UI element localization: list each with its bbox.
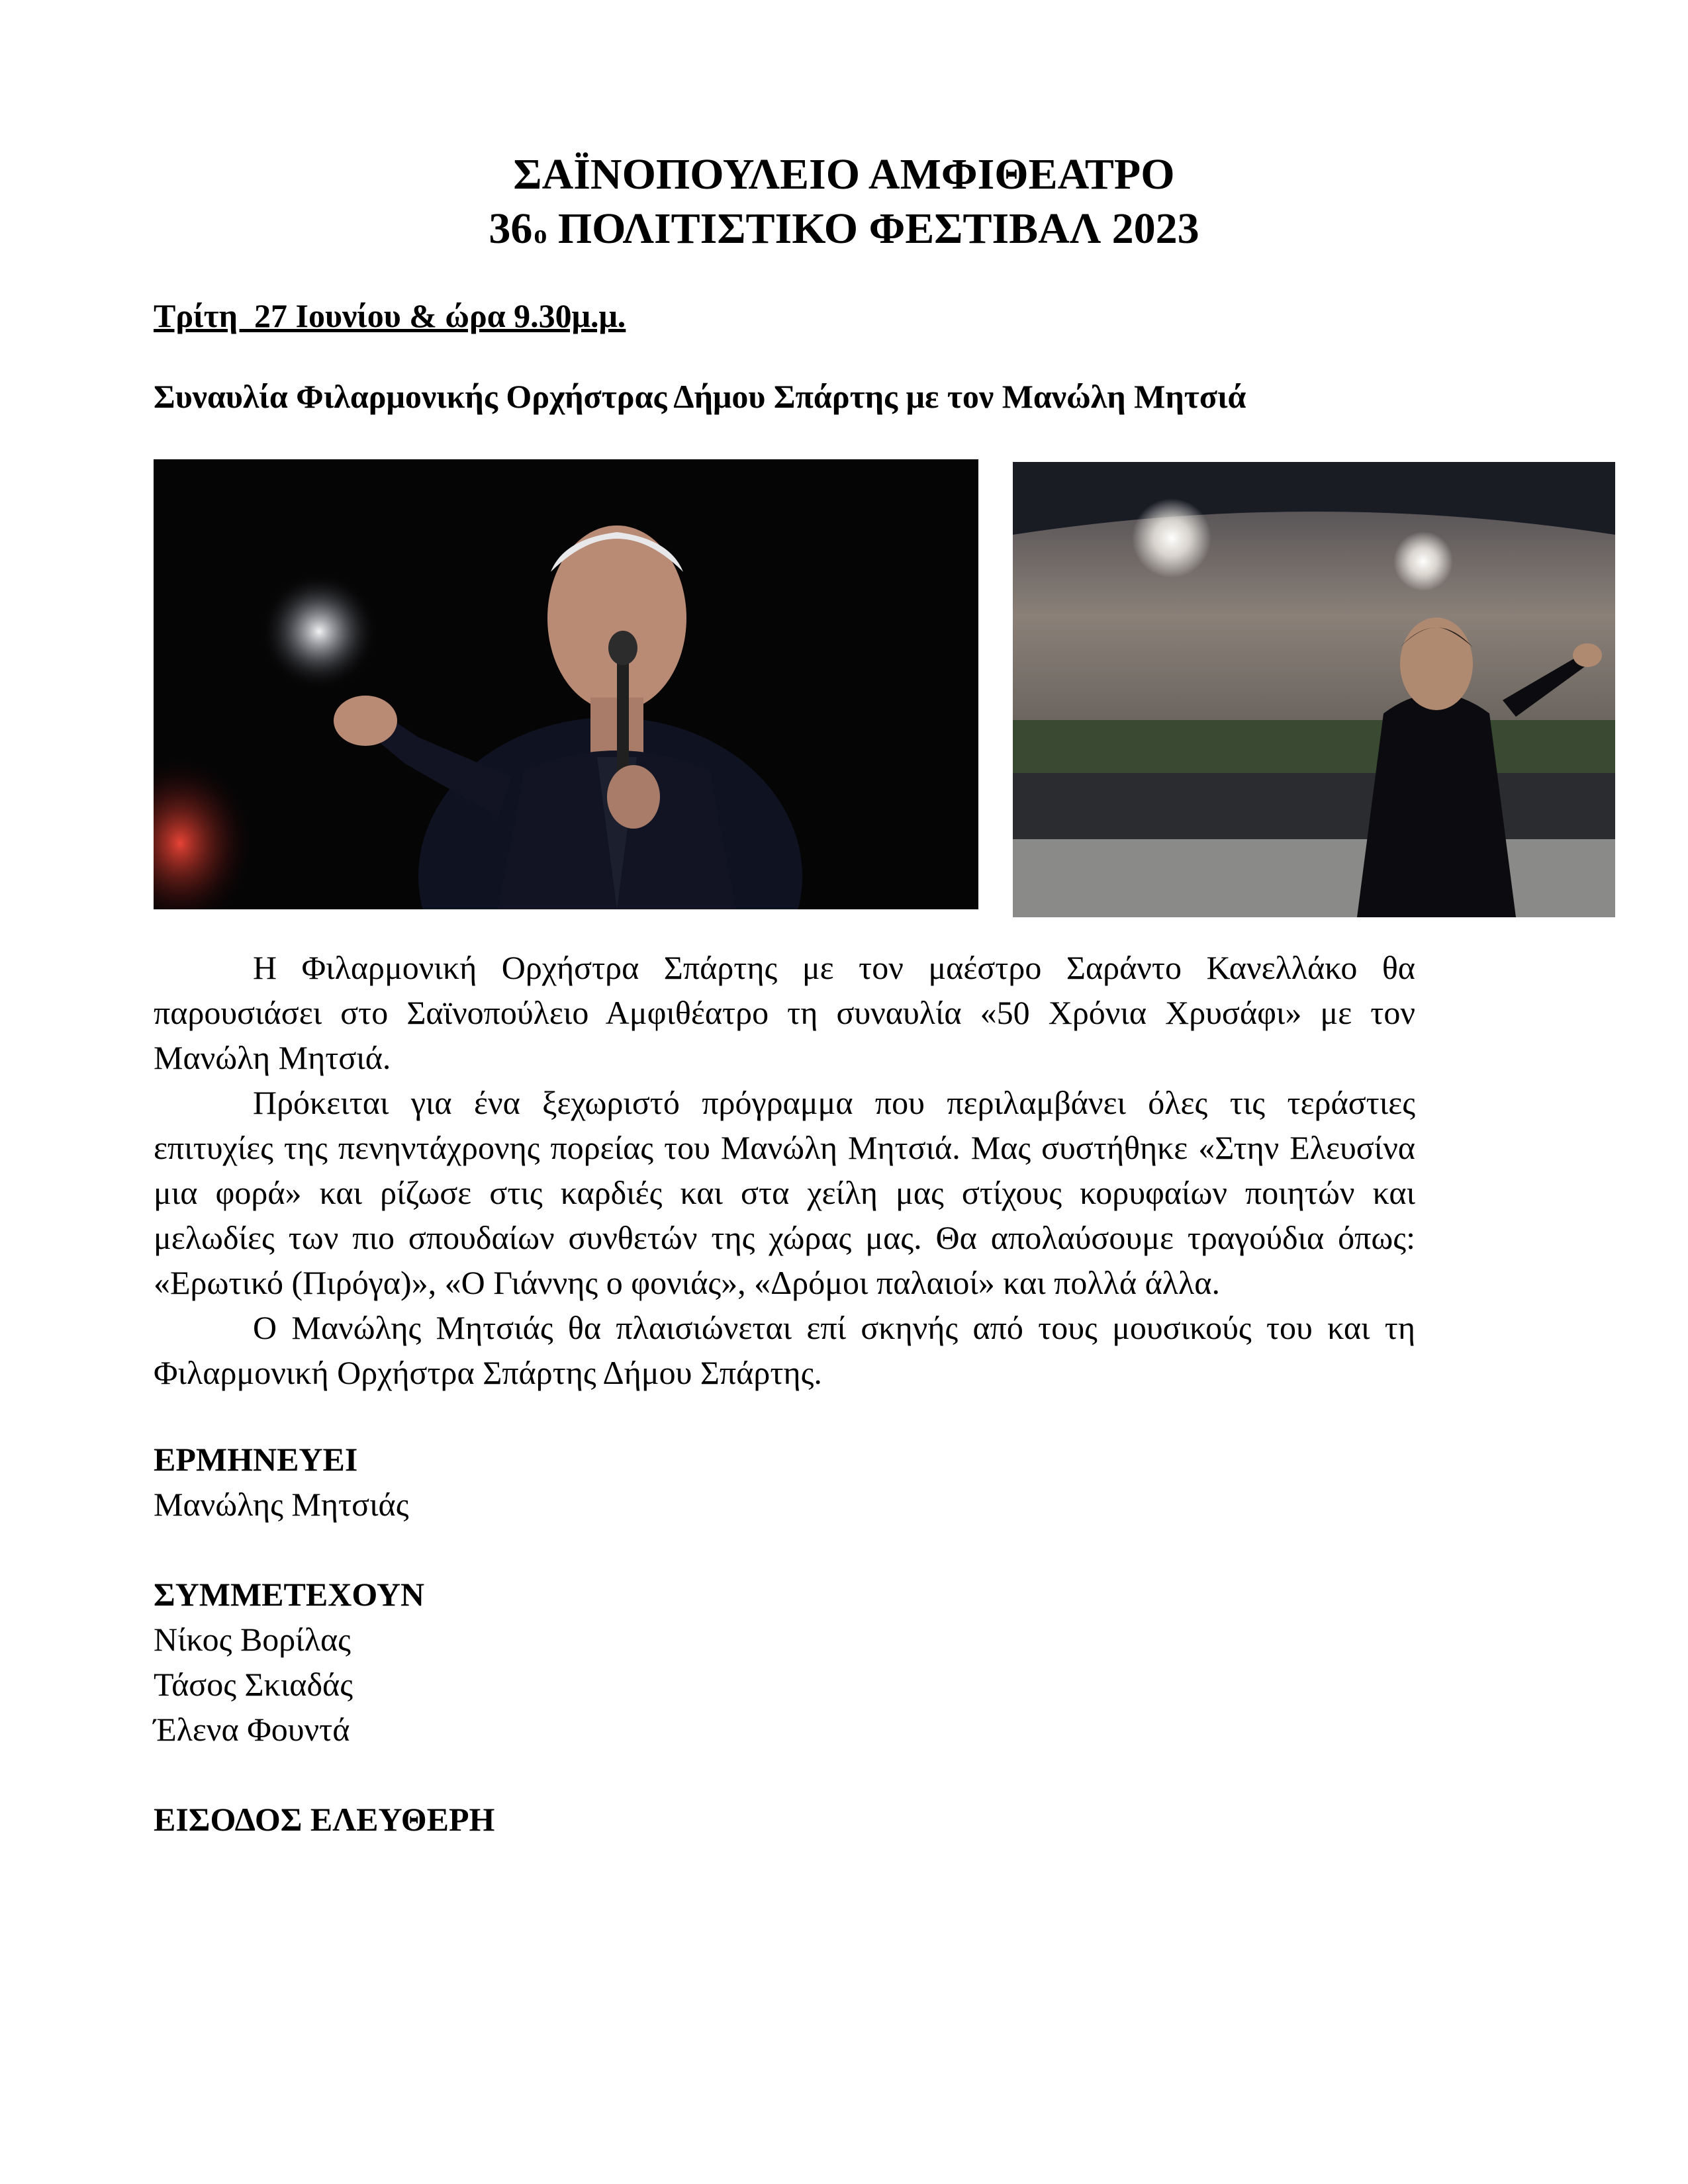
article-body: [154, 945, 1415, 1395]
participants-label: ΣΥΜΜΕΤΕΧΟΥΝ: [154, 1576, 425, 1613]
paragraph-1: Η Φιλαρμονική Ορχήστρα Σπάρτης με τον μαέστρο Σαράντο Κανελλάκο θα παρουσιάσει στο Σαϊνοπούλειο Αμφιθέατρο τη συναυλία «50 Χρόνια Χρυσάφι» με τον Μανώλη Μητσιά.: [154, 949, 1415, 1076]
venue-title: ΣΑΪΝΟΠΟΥΛΕΙΟ ΑΜΦΙΘΕΑΤΡΟ: [513, 150, 1175, 199]
festival-title: [0, 201, 1688, 257]
paragraph-3: Ο Μανώλης Μητσιάς θα πλαισιώνεται επί σκηνής από τους μουσικούς του και τη Φιλαρμονική Ορχήστρα Σπάρτης Δήμου Σπάρτης.: [154, 1309, 1415, 1391]
performer-label: ΕΡΜΗΝΕΥΕΙ: [154, 1441, 358, 1478]
event-subtitle: Συναυλία Φιλαρμονικής Ορχήστρας Δήμου Σπάρτης με τον Μανώλη Μητσιά: [154, 378, 1246, 415]
orchestra-photo: [1013, 462, 1615, 917]
singer-photo: [154, 459, 978, 909]
paragraph-2: Πρόκειται για ένα ξεχωριστό πρόγραμμα που περιλαμβάνει όλες τις τεράστιες επιτυχίες της πενηντάχρονης πορείας του Μανώλη Μητσιά. Μας συστήθηκε «Στην Ελευσίνα μια φορά» και ρίζωσε στις καρδιές και στα χείλη μας στίχους κορυφαίων ποιητών και μελωδίες των πιο σπουδαίων συνθετών της χώρας μας. Θα απολαύσουμε τραγούδια όπως: «Ερωτικό (Πιρόγα)», «Ο Γιάννης ο φονιάς», «Δρόμοι παλαιοί» και πολλά άλλα.: [154, 1084, 1415, 1301]
performer-name: Μανώλης Μητσιάς: [154, 1486, 409, 1523]
admission-note: ΕΙΣΟΔΟΣ ΕΛΕΥΘΕΡΗ: [154, 1801, 495, 1838]
festival-name: ΠΟΛΙΤΙΣΤΙΚΟ ΦΕΣΤΙΒΑΛ 2023: [547, 205, 1199, 253]
event-date: Τρίτη 27 Ιουνίου & ώρα 9.30μ.μ.: [154, 297, 626, 334]
festival-ordinal: ο: [534, 219, 547, 249]
participant-name: Έλενα Φουντά: [154, 1711, 350, 1748]
participant-name: Τάσος Σκιαδάς: [154, 1666, 353, 1703]
participant-name: Νίκος Βορίλας: [154, 1621, 351, 1658]
festival-number: 36: [489, 205, 533, 253]
